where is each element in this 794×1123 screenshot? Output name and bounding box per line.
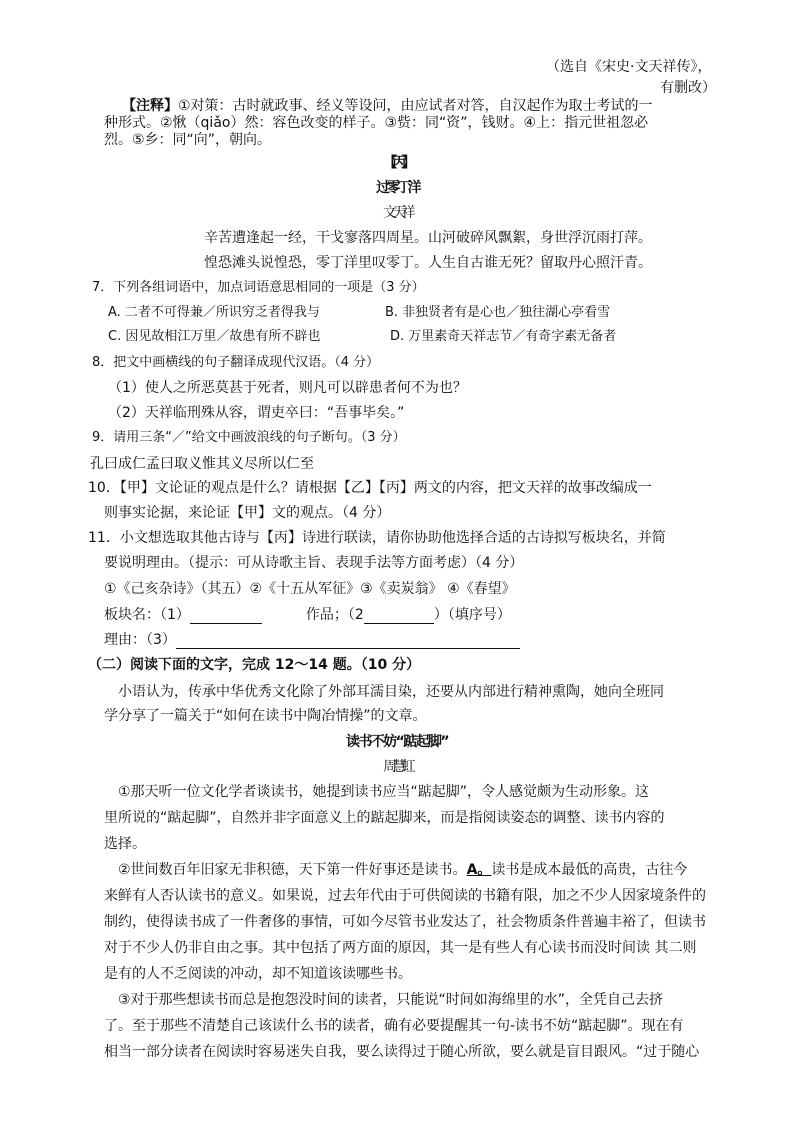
q9-stem: 9．请用三条“／”给文中画波浪线的句子断句。（3 分） <box>92 430 406 445</box>
paragraph2-line4: 对于不少人仍非自由之事。其中包括了两方面的原因，其一是有些人有心读书而没时间读 其二则 <box>104 940 697 956</box>
q8-sentence2: （2）天祥临刑殊从容，谓吏卒曰：“吾事毕矣。” <box>108 405 405 421</box>
article-author: 周慧虹 <box>383 759 411 775</box>
q11-reason-label: 理由：（3） <box>104 632 176 648</box>
q11-block-blank[interactable] <box>190 609 262 624</box>
part2-intro-line1: 小语认为，传承中华优秀文化除了外部耳濡目染，还要从内部进行精神熏陶，她向全班同 <box>118 684 664 700</box>
q9-text: 孔曰成仁孟曰取义惟其义尽所以仁至 <box>90 456 314 472</box>
q11-options: ①《己亥杂诗》（其五）②《十五从军征》③《卖炭翁》 ④《春望》 <box>104 581 516 597</box>
source-note-line2: 有删改） <box>660 80 716 96</box>
annotation-text1: ①对策：古时就政事、经义等设问，由应试者对答，自汉起作为取士考试的一 <box>178 98 653 114</box>
paragraph1-line3: 选择。 <box>104 836 146 852</box>
q8-sentence1: （1）使人之所恶莫甚于死者，则凡可以辟患者何不为也？ <box>108 380 467 396</box>
paragraph1-line2: 里所说的“踮起脚”，自然并非字面意义上的踮起脚来，而是指阅读姿态的调整、读书内容的 <box>104 810 665 826</box>
q10-line2: 则事实论据，来论证【甲】文的观点。（4 分） <box>104 505 391 521</box>
poem-section-label: 【丙】 <box>383 155 411 171</box>
q11-reason-blank[interactable] <box>176 634 520 649</box>
q11-block-label: 板块名：（1） <box>104 607 190 623</box>
paragraph2-start: ②世间数百年旧家无非积德，天下第一件好事还是读书。 <box>118 862 467 878</box>
annotation-line2: 种形式。②愀（qiǎo）然：容色改变的样子。③赀：同“资”，钱财。④上：指元世祖忽必 <box>104 115 649 131</box>
poem-line2: 惶恐滩头说惶恐，零丁洋里叹零丁。人生自古谁无死？留取丹心照汗青。 <box>204 255 652 271</box>
poem-line1: 辛苦遭逢起一经，干戈寥落四周星。山河破碎风飘絮，身世浮沉雨打萍。 <box>204 230 652 246</box>
paragraph2-rest: 读书是成本最低的高贵，古往今 <box>491 862 688 878</box>
q7-option-a: A. 二者不可得兼／所识穷乏者得我与 <box>108 305 320 320</box>
article-title: 读书不妨“踮起脚” <box>346 734 448 750</box>
q10-line1: 10．【甲】文论证的观点是什么？请根据【乙】【丙】两文的内容，把文天祥的故事改编成一 <box>88 480 652 496</box>
part2-intro-line2: 学分享了一篇关于“如何在读书中陶冶情操”的文章。 <box>104 708 427 724</box>
q7-option-d: D. 万里素奇天祥志节／有奇字素无备者 <box>390 329 617 344</box>
paragraph1-line1: ①那天听一位文化学者谈读书，她提到读书应当“踮起脚”，令人感觉颇为生动形象。这 <box>118 784 650 800</box>
q11-reason-row <box>104 631 520 649</box>
paragraph2-line2: 来鲜有人否认读书的意义。如果说，过去年代由于可供阅读的书籍有限，加之不少人因家境条件的 <box>104 888 706 904</box>
paragraph2-line5: 是有的人不乏阅读的冲动，却不知道该读哪些书。 <box>104 966 412 982</box>
q7-stem: 7．下列各组词语中，加点词语意思相同的一项是（3 分） <box>92 280 425 295</box>
q11-works-blank[interactable] <box>364 609 434 624</box>
q7-option-b: B. 非独贤者有是心也／独往湖心亭看雪 <box>385 305 611 320</box>
paragraph3-line3: 相当一部分读者在阅读时容易迷失自我，要么读得过于随心所欲，要么就是盲目跟风。“过于随心 <box>104 1044 700 1060</box>
q8-stem: 8．把文中画横线的句子翻译成现代汉语。（4 分） <box>92 355 380 370</box>
paragraph3-line2: 了。至于那些不清楚自己该读什么书的读者，确有必要提醒其一句-读书不妨“踮起脚”。现在有 <box>104 1018 684 1034</box>
q11-works-paren: ） <box>433 607 448 623</box>
paragraph2-line1 <box>118 861 687 879</box>
paragraph3-line1: ③对于那些想读书而总是抱怨没时间的读者，只能说“时间如海绵里的水”，全凭自己去挤 <box>118 992 664 1008</box>
q11-works-label: 作品；（2 <box>305 607 364 623</box>
source-note-line1: （选自《宋史·文天祥传》， <box>546 59 712 75</box>
q11-block-row <box>104 606 511 624</box>
q7-option-c: C. 因见故相江万里／故患有所不辟也 <box>108 329 321 344</box>
paragraph2-line3: 制约，使得读书成了一件奢侈的事情，可如今尽管书业发达了，社会物质条件普遍丰裕了，但读书 <box>104 914 706 930</box>
q11-line2: 要说明理由。（提示：可从诗歌主旨、表现手法等方面考虑）（4 分） <box>104 555 524 571</box>
poem-title: 过零丁洋 <box>376 180 418 196</box>
poem-author: 文天祥 <box>383 205 411 221</box>
blank-marker-a: A。 <box>466 862 492 878</box>
annotation-line3: 烈。⑤乡：同“向”，朝向。 <box>104 132 272 148</box>
q11-line1: 11．小文想选取其他古诗与【丙】诗进行联读，请你协助他选择合适的古诗拟写板块名，并简 <box>88 530 666 546</box>
annotation-label: 【注释】 <box>122 98 178 114</box>
annotation-line1 <box>122 97 653 115</box>
q11-fill-hint: （填序号） <box>447 607 511 623</box>
part2-heading: （二）阅读下面的文字，完成 12～14 题。（10 分） <box>88 657 421 673</box>
